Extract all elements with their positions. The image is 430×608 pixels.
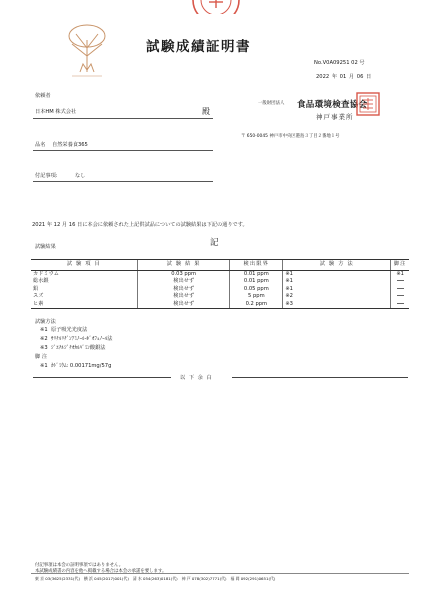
table-row [31, 301, 409, 309]
method-text: 原子吸光光度法 [50, 327, 88, 333]
method-cell: ※3 [283, 301, 391, 309]
method-mark: ※2 [40, 336, 48, 342]
note-cell [391, 293, 409, 300]
method-mark: ※1 [40, 327, 48, 333]
method-text: ｼﾞｴﾁﾙｼﾞﾁｵｶﾙﾊﾞﾐﾝ酸銀法 [50, 345, 106, 351]
limit-cell: 0.01 ppm [230, 278, 283, 285]
end-rule-left [33, 377, 171, 378]
results-label: 試験結果 [35, 244, 56, 250]
issuer-type: 一般財団法人 [258, 101, 285, 106]
result-cell: 0.03 ppm [137, 271, 229, 279]
method-item [40, 344, 105, 351]
intro-text: 2021 年 12 月 16 日に本会に依頼された上記供試品についての試験結果は下記の通りです。 [32, 222, 248, 228]
limit-cell: 0.2 ppm [230, 301, 283, 309]
limit-cell: 5 ppm [230, 293, 283, 300]
method-item [40, 326, 87, 333]
footer-note-2: 本試験成績書の内容を他へ掲載する場合は本会の承諾を要します。 [35, 569, 167, 574]
method-cell: ※1 [283, 286, 391, 293]
method-cell: ※2 [283, 293, 391, 300]
issuer-address: 〒 650-0045 神戸市中央区港島３丁目２番地１号 [241, 134, 340, 139]
limit-cell: 0.01 ppm [230, 271, 283, 279]
item-cell: 総水銀 [33, 278, 49, 285]
client-underline [33, 118, 213, 119]
product-label: 品名 [35, 142, 46, 148]
header-result: 試 験 結 果 [137, 260, 229, 271]
end-rule-right [232, 377, 408, 378]
table-row [31, 278, 409, 285]
product-underline [33, 150, 213, 151]
table-row [31, 271, 409, 279]
issuer-name: 食品環境検査協会 [297, 100, 368, 110]
footnote-mark: ※1 [40, 363, 48, 369]
result-cell: 検出せず [137, 293, 229, 300]
top-seal-icon [189, 0, 243, 14]
note-cell [391, 278, 409, 285]
footnote-text: ｶﾄﾞﾐｳﾑ: 0.00171mg/57g [50, 363, 112, 369]
notes-label: 付記事項: [35, 173, 58, 179]
item-cell: 鉛 [33, 285, 39, 292]
tree-logo-icon [62, 22, 112, 78]
footer-note-1: 付記事項は本会の証明事項ではありません。 [35, 563, 124, 568]
certificate-number: No.V0A09251 02 号 [314, 60, 365, 66]
client-label: 依頼者 [35, 93, 51, 99]
method-item [40, 335, 113, 342]
method-mark: ※3 [40, 345, 48, 351]
item-cell: カドミウム [33, 271, 59, 277]
table-row [31, 286, 409, 293]
method-cell: ※1 [283, 271, 391, 279]
item-cell: ヒ素 [31, 301, 137, 309]
note-cell [391, 286, 409, 293]
issuer-office: 神戸事業所 [316, 113, 354, 121]
dash-mark [397, 303, 404, 304]
document-title: 試験成績証明書 [146, 39, 251, 55]
product-name: 自然栄養食365 [52, 142, 88, 148]
official-seal-icon [356, 92, 380, 116]
methods-label: 試験方法 [35, 319, 56, 325]
item-cell: スズ [33, 293, 44, 300]
table-row [31, 293, 409, 300]
notes-underline [33, 181, 213, 182]
note-cell [391, 301, 409, 309]
limit-cell: 0.05 ppm [230, 286, 283, 293]
ki-heading: 記 [210, 238, 219, 248]
header-limit: 検出限界 [230, 260, 283, 271]
result-cell: 検出せず [137, 301, 229, 309]
dash-mark [397, 295, 404, 296]
client-honorific: 殿 [202, 107, 210, 116]
notes-value: なし [75, 173, 86, 179]
result-cell: 検出せず [137, 278, 229, 285]
header-note: 脚注 [391, 260, 409, 271]
header-item: 試 験 項 目 [31, 260, 137, 271]
end-text: 以 下 余 白 [180, 375, 213, 381]
issue-date: 2022 年 01 月 06 日 [316, 74, 372, 80]
footnotes-label: 脚 注 [35, 354, 48, 360]
footnote-item [40, 362, 111, 369]
footer-offices: 東 京 03(3625)2331(代) 横 浜 045(2017)001(代) 清 水 054(263)0181(代) 神 戸 078(302)7771(代) 福 岡 092(291)0651(代) [35, 576, 276, 581]
header-method: 試 験 方 法 [283, 260, 391, 271]
method-text: ｻﾘﾁﾙﾘﾁﾞﾝｱﾐﾉｰﾙ-ﾎﾞｵﾌｪﾉｰﾙ法 [50, 336, 113, 342]
dash-mark [397, 288, 404, 289]
dash-mark [397, 280, 404, 281]
method-cell: ※1 [283, 278, 391, 285]
result-cell: 検出せず [137, 286, 229, 293]
results-table [31, 259, 409, 309]
note-cell: ※1 [391, 271, 409, 279]
client-name: 日本HM 株式会社 [35, 109, 77, 115]
